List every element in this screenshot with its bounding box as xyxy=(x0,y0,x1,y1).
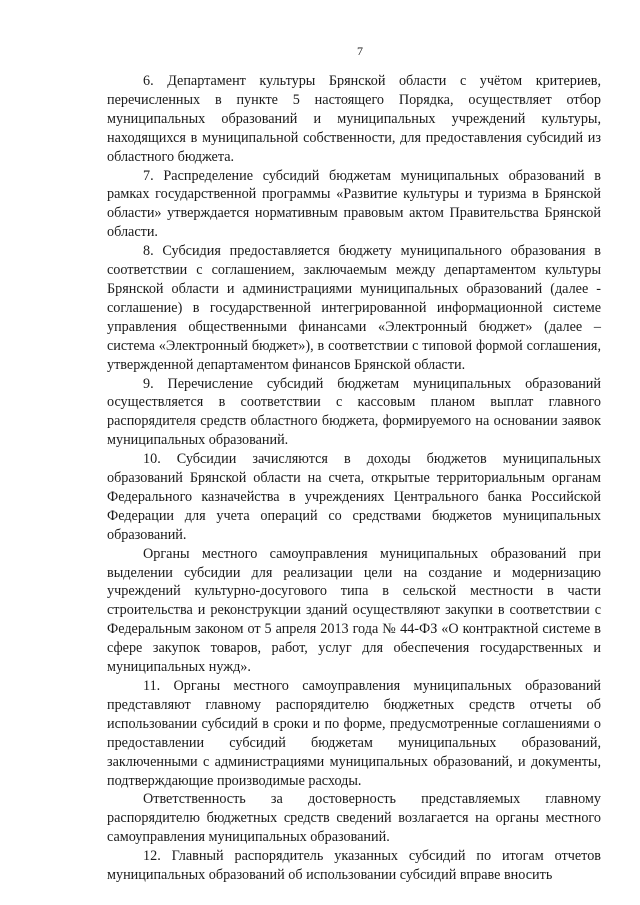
paragraph-8: 8. Субсидия предоставляется бюджету муниципального образования в соответствии с соглашением, заключаемым между департаментом культуры Брянской области и администрациями муниципальных образований (далее - соглашение) в государственной интегрированной информационной системе управления общественными финансами «Электронный бюджет» (далее – система «Электронный бюджет»), в соответствии с типовой формой соглашения, утвержденной департаментом финансов Брянской области. xyxy=(107,243,601,373)
page-number: 7 xyxy=(357,44,363,58)
paragraph-procurement: Органы местного самоуправления муниципальных образований при выделении субсидии для реализации цели на создание и модернизацию учреждений культурно-досугового типа в сельской местности в части строительства и реконструкции зданий осуществляют закупки в соответствии с Федеральным законом от 5 апреля 2013 года № 44-ФЗ «О контрактной системе в сфере закупок товаров, работ, услуг для обеспечения государственных и муниципальных нужд». xyxy=(107,545,601,676)
paragraph-responsibility: Ответственность за достоверность представляемых главному распорядителю бюджетных средств сведений возлагается на органы местного самоуправления муниципальных образований. xyxy=(107,791,601,846)
paragraph-6: 6. Департамент культуры Брянской области с учётом критериев, перечисленных в пункте 5 настоящего Порядка, осуществляет отбор муниципальных образований и муниципальных учреждений культуры, находящихся в муниципальной собственности, для предоставления субсидий из областного бюджета. xyxy=(107,73,601,165)
paragraph-7: 7. Распределение субсидий бюджетам муниципальных образований в рамках государственной программы «Развитие культуры и туризма в Брянской области» утверждается нормативным правовым актом Правительства Брянской области. xyxy=(107,167,601,241)
document-body xyxy=(107,72,601,885)
paragraph-10: 10. Субсидии зачисляются в доходы бюджетов муниципальных образований Брянской области на счета, открытые территориальным органам Федерального казначейства в учреждениях Центрального банка Российской Федерации для учета операций со средствами бюджетов муниципальных образований. xyxy=(107,451,601,543)
paragraph-9: 9. Перечисление субсидий бюджетам муниципальных образований осуществляется в соответствии с кассовым планом выплат главного распорядителя средств областного бюджета, формируемого на основании заявок муниципальных образований. xyxy=(107,375,601,449)
paragraph-12: 12. Главный распорядитель указанных субсидий по итогам отчетов муниципальных образований об использовании субсидий вправе вносить xyxy=(107,848,601,884)
paragraph-11: 11. Органы местного самоуправления муниципальных образований представляют главному распорядителю бюджетных средств отчеты об использовании субсидий в сроки и по форме, предусмотренные соглашениями о предоставлении субсидий бюджетам муниципальных образований, заключенными с администрациями муниципальных образований, и документы, подтверждающие производимые расходы. xyxy=(107,678,601,789)
